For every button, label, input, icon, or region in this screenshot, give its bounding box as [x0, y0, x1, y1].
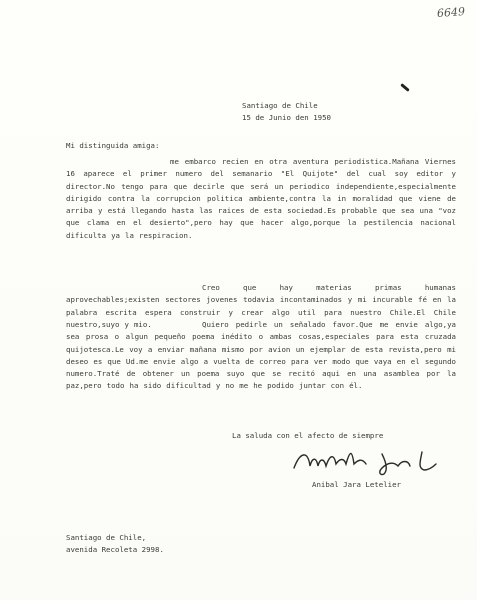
- signer-name: Anibal Jara Letelier: [312, 480, 401, 489]
- paragraph-2: Creo que hay materias primas humanas aprovechables;existen sectores jovenes todavia incontaminados y mi incurable fé en la palabra escrita espera construir y crear algo util para nuestro Chile.El Chile nuestro,suyo y mio.: [66, 283, 456, 329]
- date: 15 de Junio den 1950: [242, 113, 331, 123]
- paragraph-3: Quiero pedirle un señalado favor.Que me envie algo,ya sea prosa o algun pequeño poema inédito o ambas cosas,especiales para esta cruzada quijotesca.Le voy a enviar mañana mismo por avion un ejemplar de esta revista,pero mi deseo es que Ud.me envie algo a vuelta de correo para ver modo que vaya en el segundo numero.Traté de obtener un poema suyo que se recitó aqui en una asamblea por la paz,pero todo ha sido dificultad y no me he podido juntar con él.: [66, 320, 456, 391]
- paragraph-1: me embarco recien en otra aventura periodistica.Mañana Viernes 16 aparece el primer numero del semanario "El Quijote" del cual soy editor y director.No tengo para que decirle que será un periodico independiente,especialmente dirigido contra la corrupcion politica ambiente,contra la in moralidad que viene de arriba y está llegando hasta las raices de esta sociedad.Es probable que sea una "voz que clama en el desierto",pero hay que hacer algo,porque la pestilencia nacional dificulta ya la respiracion.: [66, 157, 456, 240]
- sender-address: [66, 532, 164, 557]
- salutation: Mi distinguida amiga:: [66, 141, 160, 150]
- ink-mark: [400, 83, 410, 92]
- handwritten-signature: [290, 444, 440, 478]
- closing: La saluda con el afecto de siempre: [232, 431, 384, 440]
- archive-number: 6649: [436, 5, 466, 20]
- sender-street: avenida Recoleta 2998.: [66, 545, 164, 555]
- sender-city: Santiago de Chile,: [66, 533, 147, 542]
- place: Santiago de Chile: [242, 101, 318, 110]
- place-date-block: [242, 100, 331, 125]
